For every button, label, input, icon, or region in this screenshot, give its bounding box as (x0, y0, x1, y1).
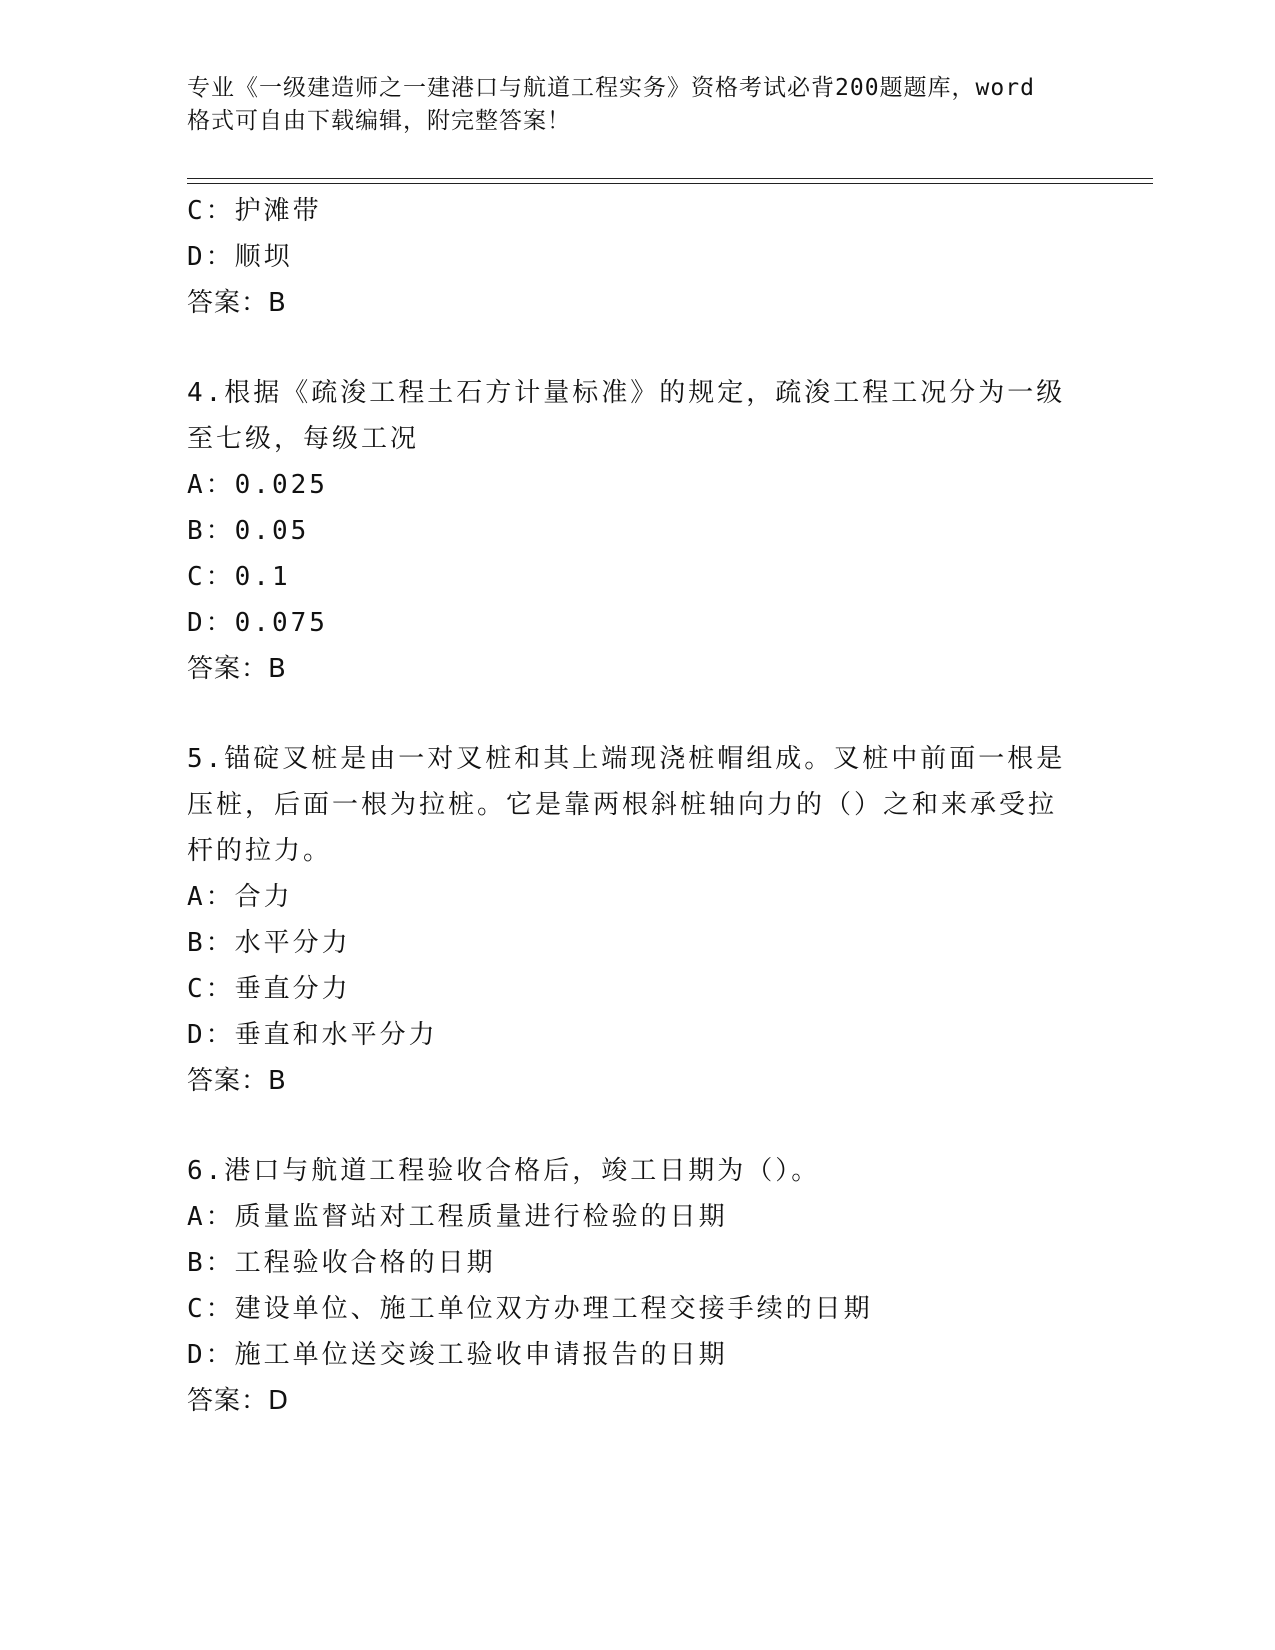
header-divider-top (187, 178, 1153, 179)
option-c: C：0.1 (187, 562, 291, 592)
option-d: D：施工单位送交竣工验收申请报告的日期 (187, 1340, 728, 1370)
question-stem-line: 5.锚碇叉桩是由一对叉桩和其上端现浇桩帽组成。叉桩中前面一根是 (187, 744, 1066, 774)
option-d: D：垂直和水平分力 (187, 1020, 438, 1050)
question-4 (187, 370, 1067, 692)
option-b: B：工程验收合格的日期 (187, 1248, 496, 1278)
question-stem-line: 杆的拉力。 (187, 836, 333, 866)
header-line-1: 专业《一级建造师之一建港口与航道工程实务》资格考试必背200题题库，word (187, 75, 1035, 101)
question-stem-line: 4.根据《疏浚工程土石方计量标准》的规定，疏浚工程工况分为一级 (187, 378, 1066, 408)
option-d: D：顺坝 (187, 242, 293, 272)
option-c: C：垂直分力 (187, 974, 351, 1004)
option-a: A：0.025 (187, 470, 328, 500)
header-line-2: 格式可自由下载编辑，附完整答案！ (187, 108, 571, 134)
document-header (187, 72, 1067, 138)
option-b: B：水平分力 (187, 928, 351, 958)
question-list (187, 188, 1067, 1424)
answer: 答案：D (187, 1386, 290, 1416)
header-divider-bottom (187, 183, 1153, 184)
answer: 答案：B (187, 288, 287, 318)
option-c: C：护滩带 (187, 196, 322, 226)
answer: 答案：B (187, 1066, 287, 1096)
option-a: A：质量监督站对工程质量进行检验的日期 (187, 1202, 728, 1232)
question-stem-line: 至七级，每级工况 (187, 424, 420, 454)
question-6 (187, 1148, 1067, 1424)
option-c: C：建设单位、施工单位双方办理工程交接手续的日期 (187, 1294, 873, 1324)
question-3 (187, 188, 1067, 326)
option-d: D：0.075 (187, 608, 328, 638)
answer: 答案：B (187, 654, 287, 684)
question-stem-line: 6.港口与航道工程验收合格后，竣工日期为（）。 (187, 1156, 821, 1186)
question-stem-line: 压桩，后面一根为拉桩。它是靠两根斜桩轴向力的（）之和来承受拉 (187, 790, 1058, 820)
question-5 (187, 736, 1067, 1104)
option-b: B：0.05 (187, 516, 310, 546)
option-a: A：合力 (187, 882, 293, 912)
